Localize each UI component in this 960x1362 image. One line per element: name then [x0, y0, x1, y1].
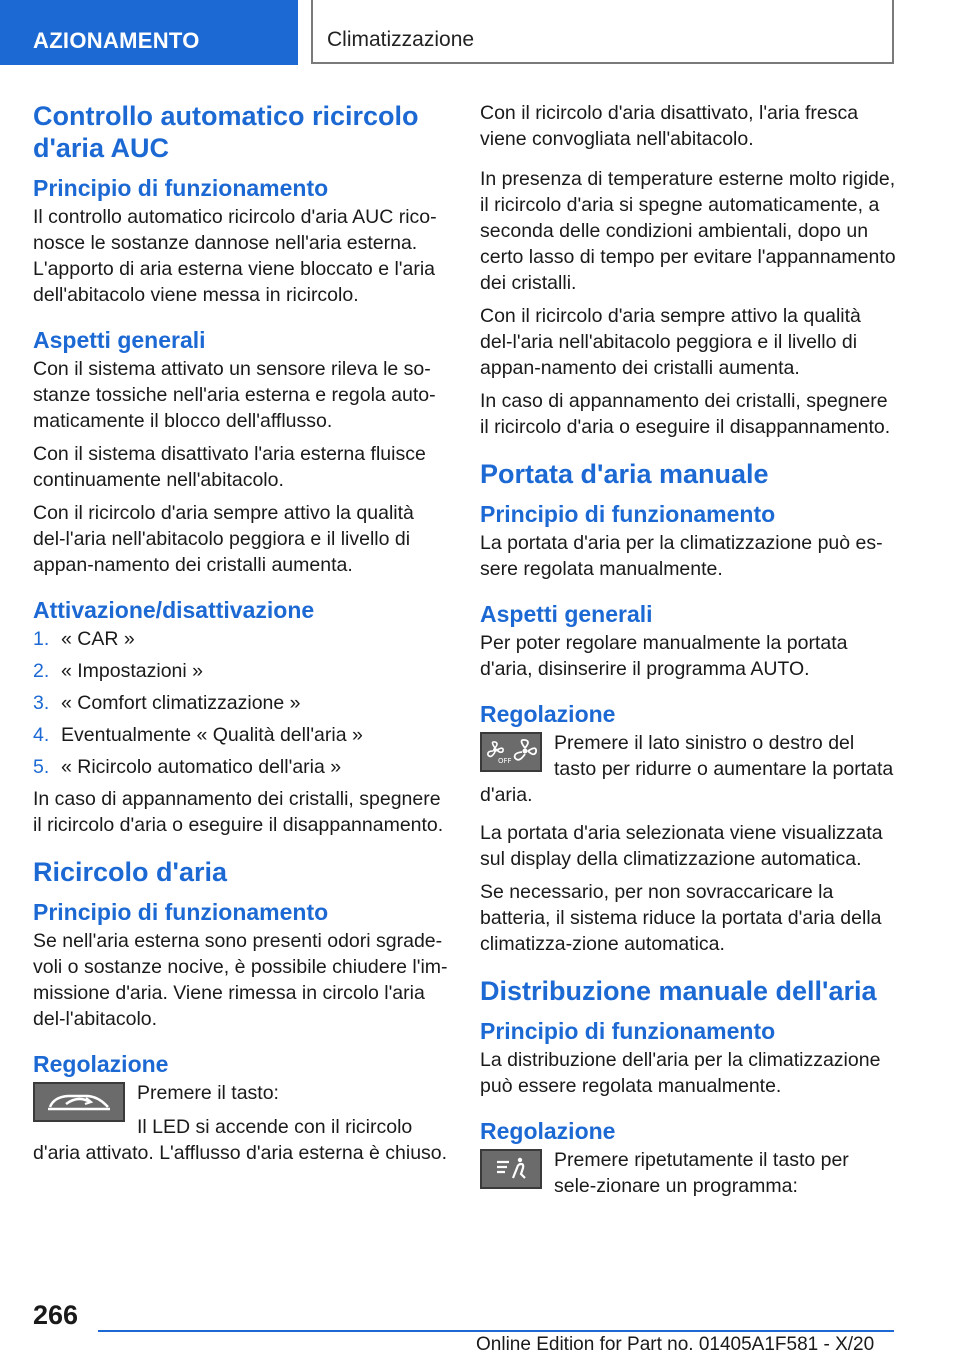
recirculation-principle-text: Se nell'aria esterna sono presenti odori sgrade-voli o sostanze nocive, è possibile chiudere l'im-missione d'aria. Viene rimessa in circolo l'aria del-l'abitacolo.: [33, 930, 448, 1030]
airflow-display-text: La portata d'aria selezionata viene visualizzata sul display della climatizzazione automatica.: [480, 822, 883, 870]
recirculation-title: Ricircolo d'aria: [33, 857, 227, 887]
list-item: 3. « Comfort climatizzazione »: [33, 692, 301, 714]
list-item: 5. « Ricircolo automatico dell'aria »: [33, 756, 342, 778]
quality-text: Con il ricircolo d'aria sempre attivo la qualità del-l'aria nell'abitacolo peggiora e il livello di appan-namento dei cristalli aumenta.: [480, 305, 861, 379]
battery-text: Se necessario, per non sovraccaricare la batteria, il sistema riduce la portata d'aria della climatizza-zione automatica.: [480, 881, 882, 955]
fan-button-row: [480, 730, 896, 808]
auc-title: Controllo automatico ricircolo d'aria AUC: [33, 101, 419, 163]
airflow-general-text: Per poter regolare manualmente la portata d'aria, disinserire il programma AUTO.: [480, 632, 848, 680]
footer-edition: Online Edition for Part no. 01405A1F581 - X/20: [476, 1334, 875, 1355]
airflow-adjust-heading: Regolazione: [480, 701, 616, 727]
footer-divider: [98, 1330, 894, 1332]
airflow-principle-text: La portata d'aria per la climatizzazione può es-sere regolata manualmente.: [480, 532, 883, 580]
general-text-3: Con il ricircolo d'aria sempre attivo la qualità del-l'aria nell'abitacolo peggiora e il livello di appan-namento dei cristalli aumenta.: [33, 502, 414, 576]
distribution-principle-text: La distribuzione dell'aria per la climatizzazione può essere regolata manualmente.: [480, 1049, 881, 1097]
list-item: 4. Eventualmente « Qualità dell'aria »: [33, 724, 363, 746]
distribution-adjust-heading: Regolazione: [480, 1118, 616, 1144]
page-number: 266: [33, 1300, 79, 1330]
distribution-adjust-text: Premere ripetutamente il tasto per sele-zionare un programma:: [554, 1149, 849, 1197]
recirculation-adjust-text-2: Il LED si accende con il ricircolo d'aria attivato. L'afflusso d'aria esterna è chiuso.: [33, 1116, 448, 1164]
distribution-principle-heading: Principio di funzionamento: [480, 1018, 776, 1044]
general-text-2: Con il sistema disattivato l'aria esterna fluisce continuamente nell'abitacolo.: [33, 443, 426, 491]
recirculation-button-icon: [33, 1082, 125, 1122]
right-column: [480, 100, 896, 1199]
activation-note: In caso di appannamento dei cristalli, spegnere il ricircolo d'aria o eseguire il disappannamento.: [33, 788, 444, 836]
airflow-adjust-text: Premere il lato sinistro o destro del tasto per ridurre o aumentare la portata d'aria.: [480, 732, 894, 806]
general-heading: Aspetti generali: [33, 327, 206, 353]
airflow-general-heading: Aspetti generali: [480, 601, 653, 627]
recirculation-adjust-heading: Regolazione: [33, 1051, 169, 1077]
general-text-1: Con il sistema attivato un sensore rileva le so-stanze tossiche nell'aria esterna e regola auto-maticamente il blocco dell'afflusso.: [33, 358, 436, 432]
auc-principle-text: Il controllo automatico ricircolo d'aria AUC rico-nosce le sostanze dannose nell'aria esterna. L'apporto di aria esterna viene bloccato e l'aria dell'abitacolo viene messa in ricircolo.: [33, 206, 437, 306]
fan-off-label: OFF: [498, 757, 512, 765]
fogging-text: In caso di appannamento dei cristalli, spegnere il ricircolo d'aria o eseguire il disappannamento.: [480, 390, 891, 438]
recirculation-principle-heading: Principio di funzionamento: [33, 899, 329, 925]
recirc-off-text: Con il ricircolo d'aria disattivato, l'aria fresca viene convogliata nell'abitacolo.: [480, 102, 859, 150]
airflow-principle-heading: Principio di funzionamento: [480, 501, 776, 527]
recirculation-button-row: [33, 1080, 450, 1166]
activation-heading: Attivazione/disattivazione: [33, 597, 315, 623]
cold-temperature-text: In presenza di temperature esterne molto rigide, il ricircolo d'aria si spegne automaticamente, a seconda delle condizioni ambientali, dopo un certo lasso di tempo per evitare l'appannamento dei cristalli.: [480, 168, 896, 294]
fan-speed-button-icon: [480, 732, 542, 772]
activation-steps: [33, 626, 450, 780]
air-distribution-button-icon: [480, 1149, 542, 1189]
list-item: 1. « CAR »: [33, 628, 135, 650]
header-chapter-label: Climatizzazione: [327, 28, 475, 51]
airflow-title: Portata d'aria manuale: [480, 459, 769, 489]
header-chapter-box: [311, 0, 894, 64]
distribution-title: Distribuzione manuale dell'aria: [480, 976, 877, 1006]
auc-principle-heading: Principio di funzionamento: [33, 175, 329, 201]
list-item: 2. « Impostazioni »: [33, 660, 203, 682]
left-column: [33, 100, 450, 1166]
header-section-tab: [0, 0, 298, 65]
recirculation-adjust-text-1: Premere il tasto:: [137, 1082, 279, 1104]
distribution-button-row: [480, 1147, 896, 1199]
header-section-label: AZIONAMENTO: [33, 28, 200, 53]
